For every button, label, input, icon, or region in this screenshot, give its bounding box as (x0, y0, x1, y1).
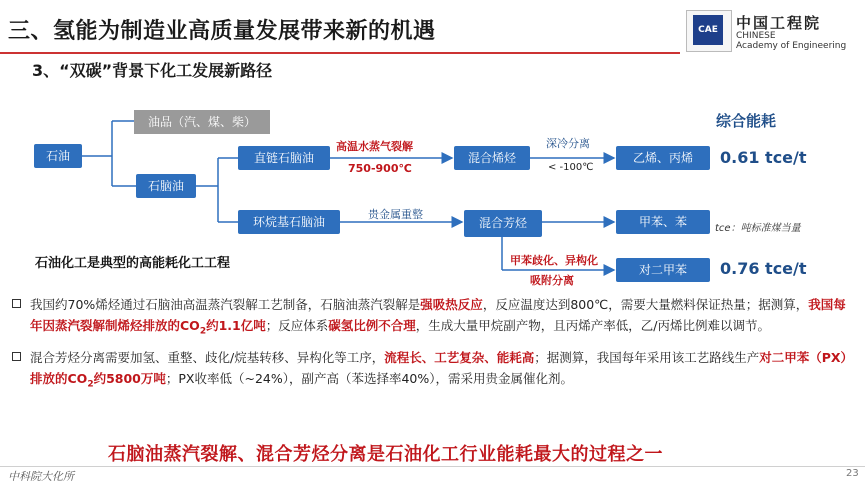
logo-english-line2: Academy of Engineering (736, 41, 847, 51)
label-temp-range: 750-900℃ (348, 162, 412, 175)
node-crude-oil: 石油 (34, 144, 82, 168)
slide-subtitle: 3、“双碳”背景下化工发展新路径 (32, 61, 273, 80)
page-number: 23 (846, 468, 859, 479)
label-low-temp: < -100℃ (548, 162, 594, 173)
node-mixed-olefins: 混合烯烃 (454, 146, 530, 170)
label-adsorption: 吸附分离 (530, 274, 574, 287)
slide-title: 三、氢能为制造业高质量发展带来新的机遇 (8, 19, 436, 44)
label-reforming: 贵金属重整 (368, 208, 423, 221)
node-benzene-toluene: 甲苯、苯 (616, 210, 710, 234)
node-cyclo-naphtha: 环烷基石脑油 (238, 210, 340, 234)
footer-divider (0, 466, 865, 467)
node-ethylene-propylene: 乙烯、丙烯 (616, 146, 710, 170)
bullet-aromatics-separation: 混合芳烃分离需要加氢、重整、歧化/烷基转移、异构化等工序，流程长、工艺复杂、能耗高；据测算，我国每年采用该工艺路线生产对二甲苯（PX）排放的$CO_2$约5800万吨；PX收率低（~24%），副产高（苯选择率40%），需采用贵金属催化剂。 (10, 347, 855, 396)
conclusion-statement: 石脑油蒸汽裂解、混合芳烃分离是石油化工行业能耗最大的过程之一 (108, 444, 663, 465)
diagram-summary: 石油化工是典型的高能耗化工工程 (35, 256, 231, 271)
label-isomerization: 甲苯歧化、异构化 (510, 254, 598, 267)
label-deep-cooling: 深冷分离 (546, 137, 590, 150)
bullet-steam-cracking: 我国约70%烯烃通过石脑油高温蒸汽裂解工艺制备，石脑油蒸汽裂解是强吸热反应，反应温度达到800℃，需要大量燃料保证热量；据测算，我国每年因蒸汽裂解制烯烃排放的$CO_2$约1.1亿吨；反应体系碳氢比例不合理，生成大量甲烷副产物，且丙烯产率低，乙/丙烯比例难以调节。 (10, 294, 855, 343)
square-bullet-icon (12, 352, 21, 361)
footer-source: 中科院大化所 (8, 470, 74, 483)
bullet-list (10, 294, 855, 399)
node-straight-naphtha: 直链石脑油 (238, 146, 330, 170)
node-paraxylene: 对二甲苯 (616, 258, 710, 282)
node-mixed-aromatics: 混合芳烃 (464, 210, 542, 237)
node-oil-products: 油品（汽、煤、柴） (134, 110, 270, 134)
node-naphtha: 石脑油 (136, 174, 196, 198)
label-steam-cracking: 高温水蒸气裂解 (336, 140, 413, 153)
square-bullet-icon (12, 299, 21, 308)
logo-english-line1: CHINESE (736, 31, 776, 41)
cae-logo-icon: CAE (686, 10, 732, 52)
logo-chinese-name: 中国工程院 (736, 14, 822, 32)
energy-value-px: 0.76 tce/t (720, 259, 807, 278)
energy-header: 综合能耗 (716, 112, 777, 130)
energy-value-olefins: 0.61 tce/t (720, 148, 807, 167)
tce-note: tce：吨标准煤当量 (715, 223, 801, 234)
